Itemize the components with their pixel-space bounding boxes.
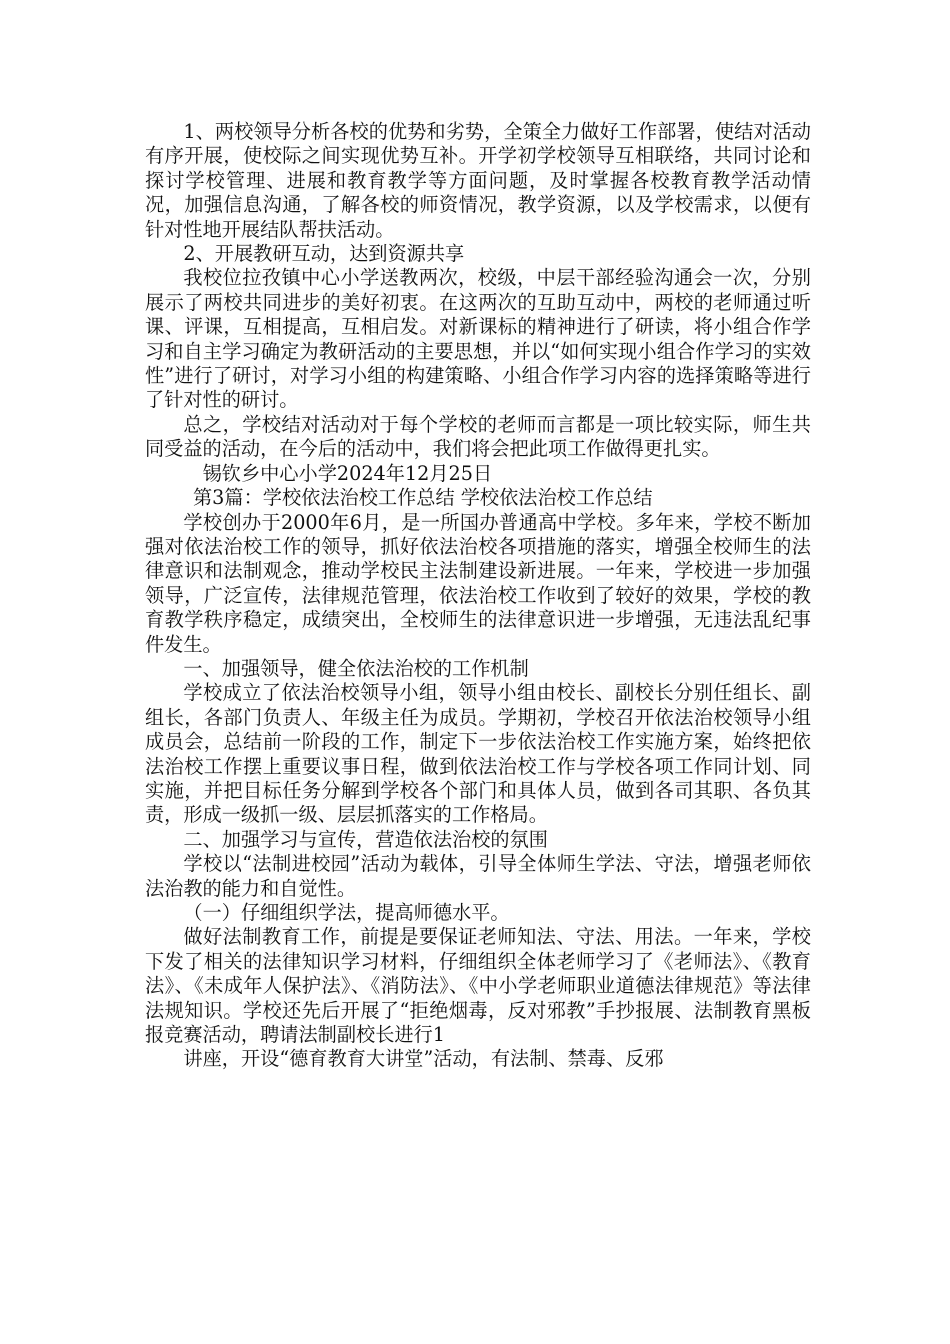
subheading-organize-study: （一）仔细组织学法，提高师德水平。 <box>183 901 510 924</box>
heading-study-publicity: 二、加强学习与宣传，营造依法治校的氛围 <box>183 827 548 851</box>
paragraph-lecture: 讲座，开设“德育教育大讲堂”活动，有法制、禁毒、反邪 <box>183 1047 664 1071</box>
paragraph-school-intro: 学校创办于2000年6月，是一所国办普通高中学校。多年来，学校不断加强对依法治校工作的领导，抓好依法治校各项措施的落实，增强全校师生的法律意识和法制观念，推动学校民主法制建设新进展。一年来，学校进一步加强领导，广泛宣传，法律规范管理，依法治校工作收到了较好的效果，学校的教育教学秩序稳定，成绩突出，全校师生的法律意识进一步增强，无违法乱纪事件发生。 <box>145 510 811 656</box>
paragraph-legal-education: 做好法制教育工作，前提是要保证老师知法、守法、用法。一年来，学校下发了相关的法律知识学习材料，仔细组织全体老师学习了《老师法》、《教育法》、《未成年人保护法》、《消防法》、《中小学老师职业道德法律规范》等法律法规知识。学校还先后开展了“拒绝烟毒，反对邪教”手抄报展、法制教育黑板报竞赛活动，聘请法制副校长进行1 <box>145 925 811 1047</box>
paragraph-leadership-group: 学校成立了依法治校领导小组，领导小组由校长、副校长分别任组长、副组长，各部门负责人、年级主任为成员。学期初，学校召开依法治校领导小组成员会，总结前一阶段的工作，制定下一步依法治校工作实施方案，始终把依法治校工作摆上重要议事日程，做到依法治校工作与学校各项工作同计划、同实施，并把目标任务分解到学校各个部门和具体人员，做到各司其职、各负其责，形成一级抓一级、层层抓落实的工作格局。 <box>145 681 811 827</box>
paragraph-summary: 总之，学校结对活动对于每个学校的老师而言都是一项比较实际，师生共同受益的活动，在今后的活动中，我们将会把此项工作做得更扎实。 <box>145 412 811 461</box>
document-page <box>145 120 811 1072</box>
paragraph-twin-school-leadership: 1、两校领导分析各校的优势和劣势，全策全力做好工作部署，使结对活动有序开展，使校际之间实现优势互补。开学初学校领导互相联络，共同讨论和探讨学校管理、进展和教育教学等方面问题，及时掌握各校教育教学活动情况，加强信息沟通，了解各校的师资情况，教学资源，以及学校需求，以便有针对性地开展结队帮扶活动。 <box>145 120 811 241</box>
signature-date: 锡钦乡中心小学2024年12月25日 <box>202 461 493 485</box>
heading-teaching-research: 2、开展教研互动，达到资源共享 <box>183 242 465 266</box>
heading-strengthen-leadership: 一、加强领导，健全依法治校的工作机制 <box>183 656 529 680</box>
paragraph-law-campus: 学校以“法制进校园”活动为载体，引导全体师生学法、守法，增强老师依法治教的能力和自觉性。 <box>145 852 811 900</box>
section-title: 第3篇：学校依法治校工作总结 学校依法治校工作总结 <box>193 486 653 510</box>
paragraph-teaching-exchange: 我校位拉孜镇中心小学送教两次，校级，中层干部经验沟通会一次，分别展示了两校共同进步的美好初衷。在这两次的互助互动中，两校的老师通过听课、评课，互相提高，互相启发。对新课标的精神进行了研读，将小组合作学习和自主学习确定为教研活动的主要思想，并以“如何实现小组合作学习的实效性”进行了研讨，对学习小组的构建策略、小组合作学习内容的选择策略等进行了针对性的研讨。 <box>145 266 811 412</box>
